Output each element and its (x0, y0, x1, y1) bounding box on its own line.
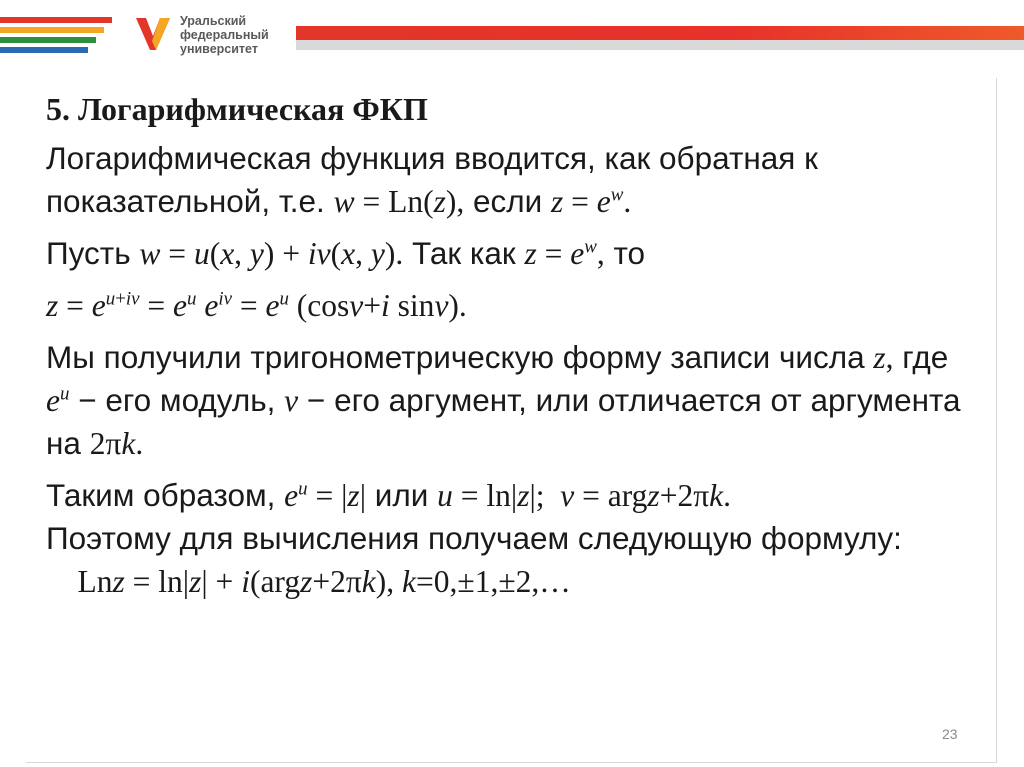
trig-text-3: − его модуль, (78, 382, 276, 418)
stripe-blue (0, 47, 88, 53)
trig-text-4: − его аргумент, или отличается от аргумента на (46, 382, 961, 461)
slide-header (0, 0, 1024, 78)
formula-Ln-general: Lnz = ln|z| + i(argz+2πk), k=0,±1,±2,… (46, 564, 571, 599)
header-band (296, 26, 1024, 48)
var-eu: $e^u$ (46, 383, 70, 418)
since-text: Так как (412, 235, 516, 271)
logo-line-3: университет (180, 42, 258, 56)
paragraph-let (46, 232, 976, 275)
formula-modulus: $e^u = |z|$ (284, 478, 366, 513)
paragraph-trig-form (46, 336, 976, 465)
header-band-grey (296, 40, 1024, 50)
var-2pik: 2πk. (89, 426, 144, 461)
slide-content (46, 88, 976, 612)
paragraph-definition (46, 137, 976, 223)
logo-line-1: Уральский (180, 14, 247, 28)
stripe-orange (0, 27, 104, 33)
stripe-red (0, 17, 112, 23)
conclusion-text-1: Таким образом, (46, 477, 276, 513)
trig-text-2: где (902, 339, 949, 375)
page-number: 23 (942, 726, 958, 742)
then-text: то (613, 235, 646, 271)
formula-u-ln: u = ln|z|; v = argz+2πk. (437, 478, 731, 513)
var-z: z, (873, 340, 894, 375)
paragraph-conclusion (46, 474, 976, 603)
conclusion-or: или (374, 477, 429, 513)
definition-text: Логарифмическая функция вводится, как обратная к показательной, т.е. (46, 140, 818, 219)
slide-title: 5. Логарифмическая ФКП (46, 91, 428, 127)
header-band-red (296, 26, 1024, 40)
formula-trig-form: $z = e^{u+iv} = e^u$ $e^{iv} = e^u$ (cosv+i sinv). (46, 288, 467, 323)
definition-if: если (472, 183, 543, 219)
let-text: Пусть (46, 235, 131, 271)
university-name (180, 14, 269, 56)
formula-exp-def: $z = e^w$. (551, 184, 632, 219)
var-v: v (284, 383, 299, 418)
formula-z-exp: $z = e^w$, (524, 236, 605, 271)
stripe-green (0, 37, 96, 43)
logo-line-2: федеральный (180, 28, 269, 42)
formula-ln-def: w = Ln(z), (333, 184, 465, 219)
university-logo-icon (132, 14, 174, 56)
trig-text-1: Мы получили тригонометрическую форму записи числа (46, 339, 865, 375)
formula-w-uv: w = u(x, y) + iv(x, y). (139, 236, 404, 271)
conclusion-text-2: Поэтому для вычисления получаем следующую формулу: (46, 520, 902, 556)
